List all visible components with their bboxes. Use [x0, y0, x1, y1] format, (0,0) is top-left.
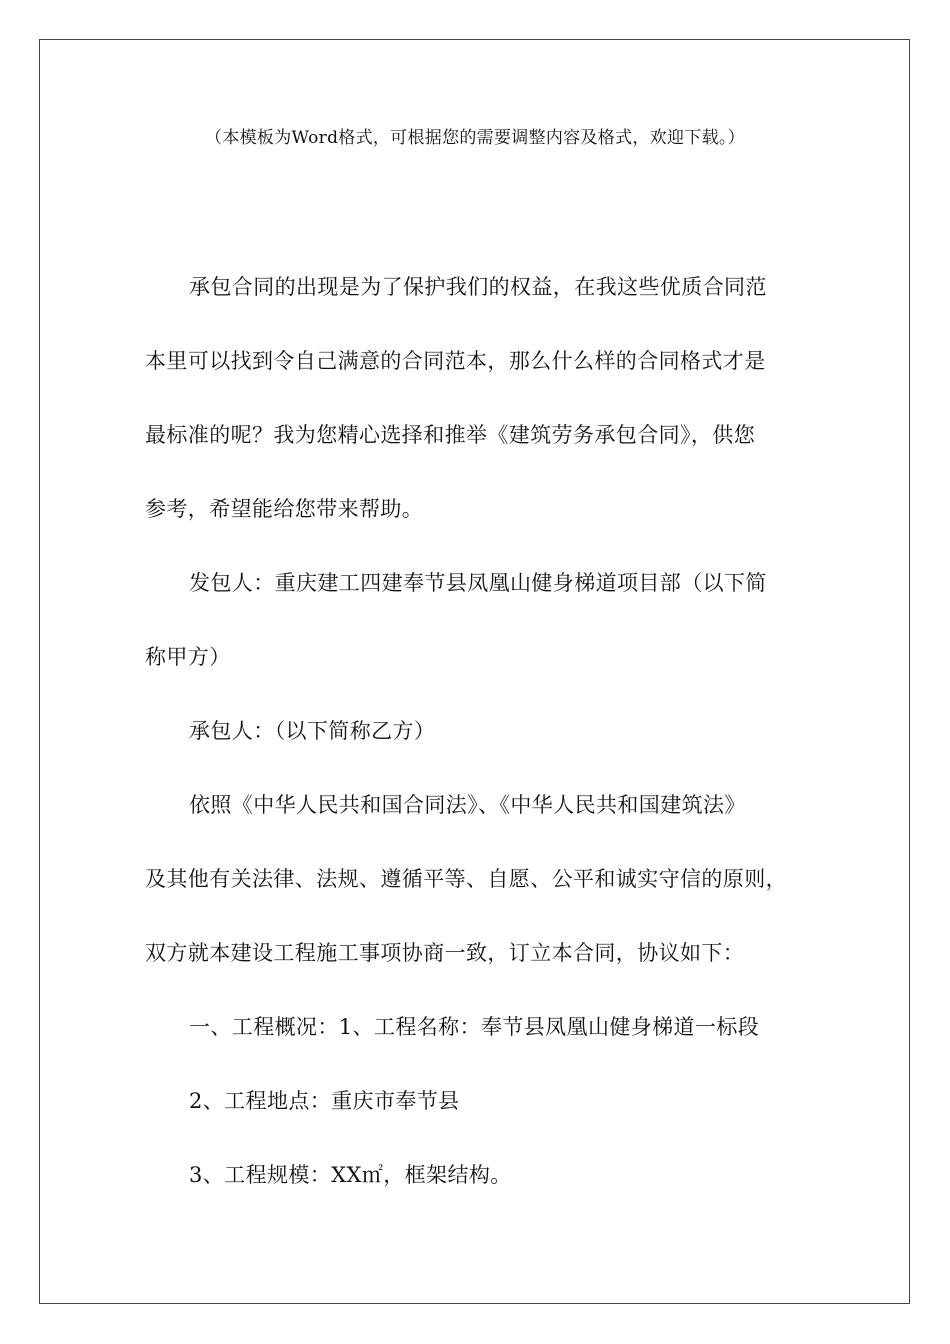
- paragraph-line: 称甲方）: [145, 645, 231, 669]
- paragraph-line: 承包人：（以下简称乙方）: [189, 719, 436, 743]
- paragraph-line: 承包合同的出现是为了保护我们的权益，在我这些优质合同范: [189, 275, 767, 299]
- paragraph-line: 发包人：重庆建工四建奉节县凤凰山健身梯道项目部（以下简: [189, 571, 767, 595]
- paragraph-line: 3、工程规模：XX㎡，框架结构。: [189, 1163, 512, 1187]
- paragraph-line: 一、工程概况：1、工程名称：奉节县凤凰山健身梯道一标段: [189, 1015, 760, 1039]
- paragraph-line: 及其他有关法律、法规、遵循平等、自愿、公平和诚实守信的原则，: [145, 867, 787, 891]
- paragraph-line: 依照《中华人民共和国合同法》、《中华人民共和国建筑法》: [189, 793, 746, 817]
- paragraph-line: 本里可以找到令自己满意的合同范本，那么什么样的合同格式才是: [145, 349, 766, 373]
- template-note: （本模板为Word格式，可根据您的需要调整内容及格式，欢迎下载。）: [205, 128, 745, 148]
- paragraph-line: 双方就本建设工程施工事项协商一致，订立本合同，协议如下：: [145, 941, 745, 965]
- paragraph-line: 参考，希望能给您带来帮助。: [145, 497, 424, 521]
- document-body: [145, 272, 810, 1234]
- paragraph-line: 2、工程地点：重庆市奉节县: [189, 1089, 460, 1113]
- paragraph-line: 最标准的呢？我为您精心选择和推举《建筑劳务承包合同》，供您: [145, 423, 756, 447]
